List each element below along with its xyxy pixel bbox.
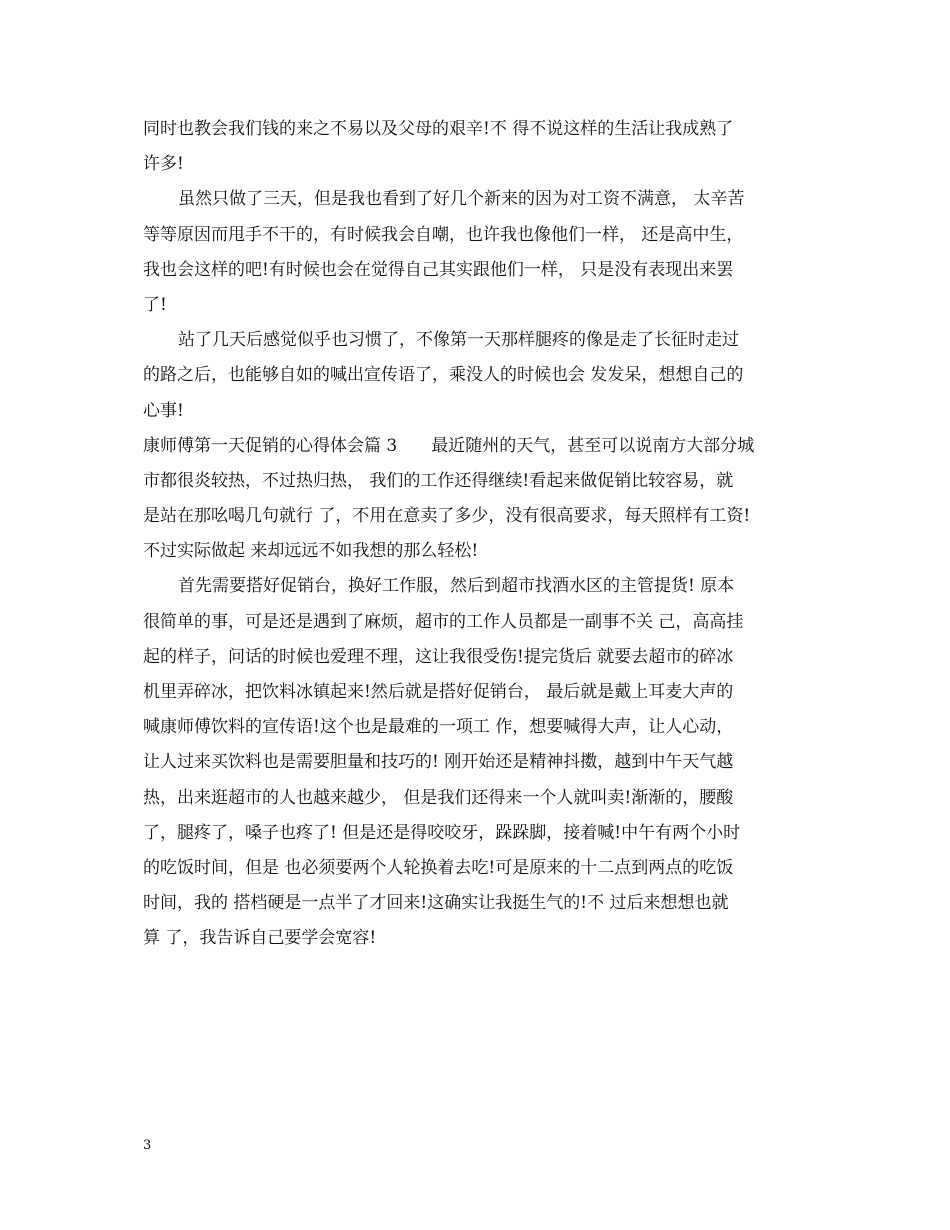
text-line: 同时也教会我们钱的来之不易以及父母的艰辛!不 得不说这样的生活让我成熟了 [143,119,734,139]
text-line: 虽然只做了三天，但是我也看到了好几个新来的因为对工资不满意， 太辛苦 [178,189,745,210]
text-line: 的吃饭时间，但是 也必须要两个人轮换着去吃!可是原来的十二点到两点的吃饭 [143,857,734,878]
text-line: 了! [143,294,167,315]
text-line: 机里弄碎冰，把饮料冰镇起来!然后就是搭好促销台， 最后就是戴上耳麦大声的 [143,682,734,702]
page-number: 3 [143,1138,152,1153]
text-line: 市都很炎较热，不过热归热， 我们的工作还得继续!看起来做促销比较容易，就 [143,470,734,491]
text-line: 许多! [143,154,184,175]
text-line: 首先需要搭好促销台，换好工作服，然后到超市找酒水区的主管提货! 原本 [178,576,735,597]
text-line: 是站在那吆喝几句就行 了，不用在意卖了多少，没有很高要求，每天照样有工资! [143,506,751,527]
text-line: 很简单的事，可是还是遇到了麻烦，超市的工作人员都是一副事不关 己，高高挂 [143,611,744,632]
text-line: 让人过来买饮料也是需要胆量和技巧的! 刚开始还是精神抖擞，越到中午天气越 [143,752,734,773]
text-line: 不过实际做起 来却远远不如我想的那么轻松! [143,541,479,562]
text-line: 了，腿疼了，嗓子也疼了! 但是还是得咬咬牙，跺跺脚，接着喊!中午有两个小时 [143,822,741,843]
text-line: 时间，我的 搭档硬是一点半了才回来!这确实让我挺生气的!不 过后来想想也就 [143,893,729,914]
text-line: 热，出来逛超市的人也越来越少， 但是我们还得来一个人就叫卖!渐渐的，腰酸 [143,787,734,808]
text-line: 算 了，我告诉自己要学会宽容! [143,928,377,949]
text-line: 心事! [143,400,184,421]
body-text [143,112,815,957]
text-line: 我也会这样的吧!有时候也会在觉得自己其实跟他们一样， 只是没有表现出来罢 [143,259,734,280]
text-line: 站了几天后感觉似乎也习惯了，不像第一天那样腿疼的像是走了长征时走过 [178,330,739,351]
text-line: 喊康师傅饮料的宣传语!这个也是最难的一项工 作，想要喊得大声，让人心动， [143,717,734,738]
text-line: 康师傅第一天促销的心得体会篇 3 最近随州的天气，甚至可以说南方大部分城 [143,435,755,456]
text-line: 的路之后，也能够自如的喊出宣传语了，乘没人的时候也会 发发呆，想想自己的 [143,365,744,386]
text-line: 起的样子，问话的时候也爱理不理，这让我很受伤!提完货后 就要去超市的碎冰 [143,646,734,667]
text-line: 等等原因而甩手不干的，有时候我会自嘲，也许我也像他们一样， 还是高中生， [143,224,744,245]
